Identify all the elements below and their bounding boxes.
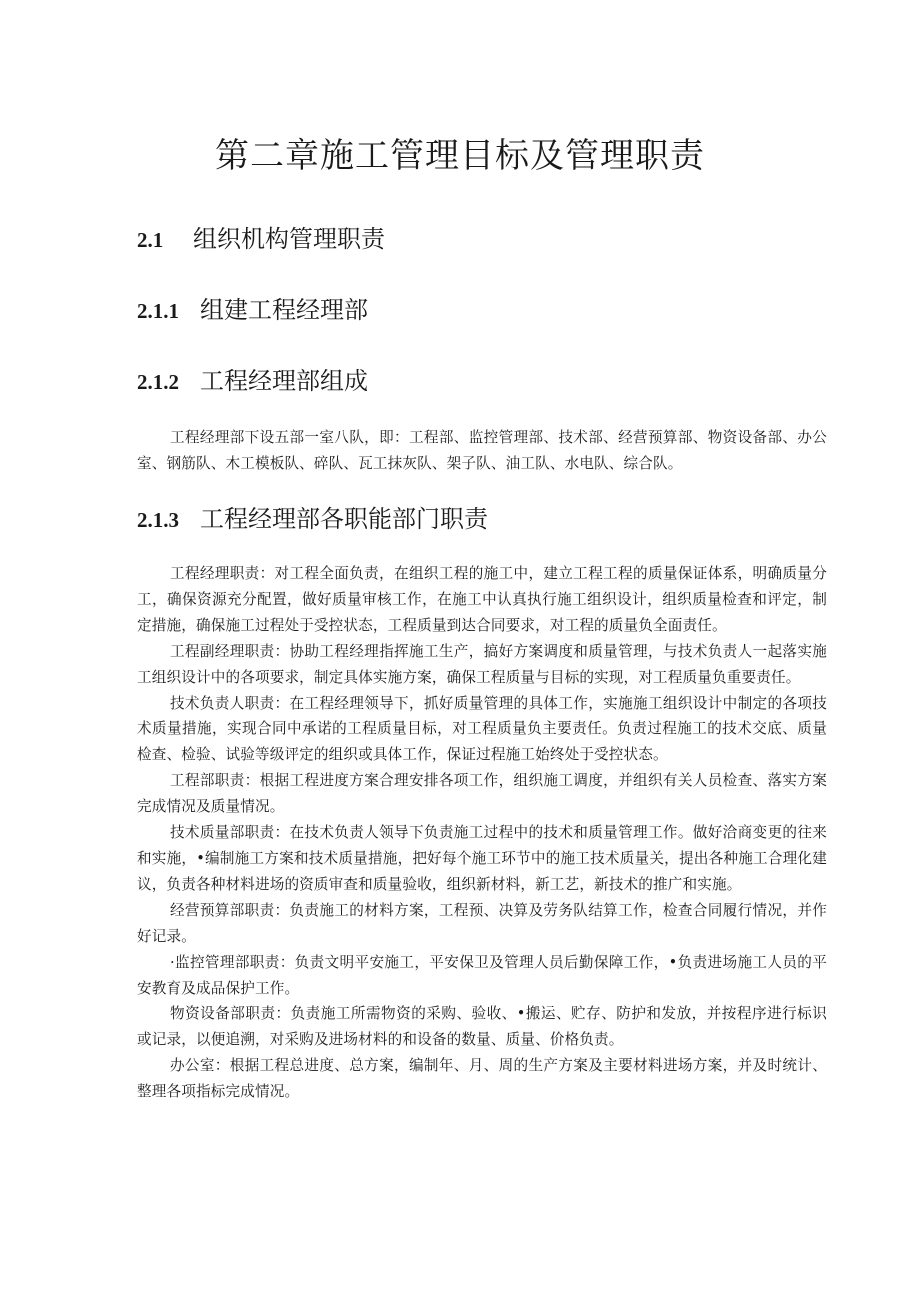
- section-number: 2.1.2: [137, 370, 179, 394]
- duty-supervision-dept: ·监控管理部职责：负责文明平安施工，平安保卫及管理人员后勤保障工作，•负责进场施工人员的平安教育及成品保护工作。: [137, 953, 827, 997]
- section-number: 2.1.1: [137, 299, 179, 323]
- section-title: 组织机构管理职责: [193, 225, 385, 253]
- duty-engineering-dept: 工程部职责：根据工程进度方案合理安排各项工作，组织施工调度，并组织有关人员检查、落实方案完成情况及质量情况。: [137, 772, 827, 816]
- section-title: 组建工程经理部: [200, 296, 368, 324]
- section-number: 2.1.3: [137, 508, 179, 532]
- section-2-1-2-heading: [137, 364, 368, 399]
- section-title: 工程经理部组成: [200, 367, 368, 395]
- section-title: 工程经理部各职能部门职责: [200, 505, 488, 533]
- duty-budget-dept: 经营预算部职责：负责施工的材料方案，工程预、决算及劳务队结算工作，检查合同履行情况，并作好记录。: [137, 901, 827, 945]
- organization-paragraph: 工程经理部下设五部一室八队，即：工程部、监控管理部、技术部、经营预算部、物资设备部、办公室、钢筋队、木工模板队、碎队、瓦工抹灰队、架子队、油工队、水电队、综合队。: [137, 429, 827, 472]
- duty-materials-dept: 物资设备部职责：负责施工所需物资的采购、验收、•搬运、贮存、防护和发放，并按程序进行标识或记录，以便追溯，对采购及进场材料的和设备的数量、质量、价格负责。: [137, 1005, 827, 1049]
- duty-project-manager: 工程经理职责：对工程全面负责，在组织工程的施工中，建立工程工程的质量保证体系，明确质量分工，确保资源充分配置，做好质量审核工作，在施工中认真执行施工组织设计，组织质量检查和评定，制定措施，确保施工过程处于受控状态，工程质量到达合同要求，对工程的质量负全面责任。: [137, 565, 827, 634]
- section-2-1-heading: [137, 222, 385, 257]
- section-number: 2.1: [137, 228, 164, 252]
- duty-deputy-manager: 工程副经理职责：协助工程经理指挥施工生产，搞好方案调度和质量管理，与技术负责人一起落实施工组织设计中的各项要求，制定具体实施方案，确保工程质量与目标的实现，对工程质量负重要责任。: [137, 642, 827, 686]
- duty-technical-lead: 技术负责人职责：在工程经理领导下，抓好质量管理的具体工作，实施施工组织设计中制定的各项技术质量措施，实现合同中承诺的工程质量目标，对工程质量负主要责任。负责过程施工的技术交底、质量检查、检验、试验等级评定的组织或具体工作，保证过程施工始终处于受控状态。: [137, 694, 827, 764]
- section-2-1-3-heading: [137, 502, 488, 537]
- duty-office: 办公室：根据工程总进度、总方案，编制年、月、周的生产方案及主要材料进场方案，并及时统计、整理各项指标完成情况。: [137, 1057, 827, 1101]
- chapter-title: 第二章施工管理目标及管理职责: [215, 136, 705, 176]
- duty-tech-quality-dept: 技术质量部职责：在技术负责人领导下负责施工过程中的技术和质量管理工作。做好洽商变更的往来和实施，•编制施工方案和技术质量措施，把好每个施工环节中的施工技术质量关，提出各种施工合理化建议，负责各种材料进场的资质审查和质量验收，组织新材料，新工艺，新技术的推广和实施。: [137, 824, 827, 893]
- duties-list: [137, 561, 827, 1105]
- section-2-1-1-heading: [137, 293, 368, 328]
